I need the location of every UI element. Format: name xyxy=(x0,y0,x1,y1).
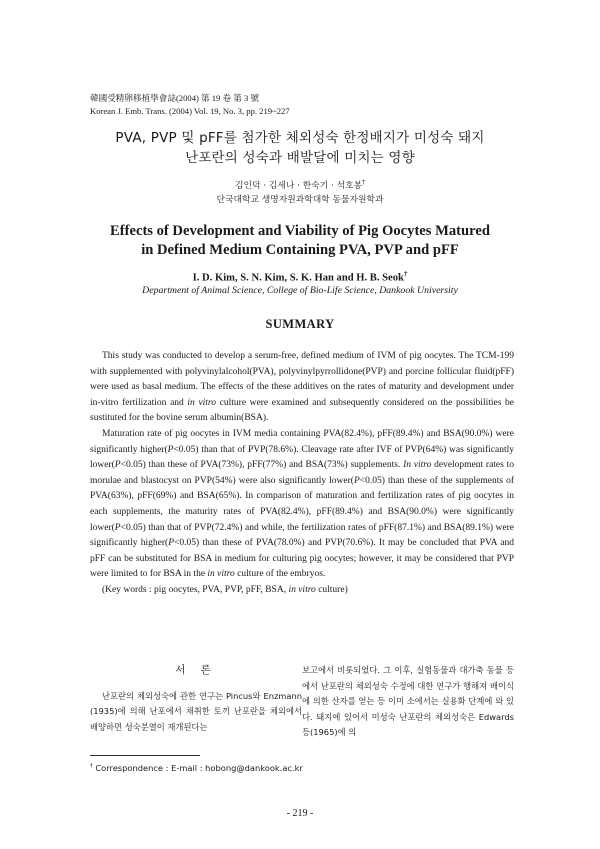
summary-paragraph-1: This study was conducted to develop a serum-free, defined medium of IVM of pig oocytes. The TCM-199 with supplemented with polyvinylalcohol(PVA), polyvinylpyrrollidone(PVP) and porcine follicular fluid(pFF) were used as basal medium. The effects of the these additives on the rates of maturity and development under in-vitro fertilization and in vitro culture were examined and subsequently considered on the possibilities be sustituted for the bovine serum albumin(BSA). xyxy=(90,351,515,424)
korean-authors-block xyxy=(0,176,600,207)
korean-authors xyxy=(0,176,600,193)
korean-title-line-2: 난포란의 성숙과 배발달에 미치는 영향 xyxy=(185,150,415,166)
page-number: - 219 - xyxy=(286,808,314,819)
korean-author-names: 김인덕 · 김세나 · 한숙기 · 석호봉 xyxy=(235,180,363,191)
english-title-line-2: in Defined Medium Containing PVA, PVP and pFF xyxy=(141,242,459,258)
korean-affiliation: 단국대학교 생명자원과학대학 동물자원학과 xyxy=(216,194,384,205)
journal-header xyxy=(90,92,290,117)
english-authors xyxy=(0,268,600,286)
footnote-rule xyxy=(90,755,200,756)
intro-right-column xyxy=(302,663,514,741)
english-title-line-1: Effects of Development and Viability of Pig Oocytes Matured xyxy=(110,223,490,239)
intro-heading: 서 론 xyxy=(175,664,217,676)
journal-line-korean: 韓國受精卵移植學會誌(2004) 第 19 卷 第 3 號 xyxy=(90,93,260,103)
korean-title xyxy=(0,128,600,168)
footnote-text: Correspondence : E-mail : hobong@dankook.ac.kr xyxy=(92,762,303,773)
corresponding-dagger: † xyxy=(362,180,365,186)
intro-left-text: 난포란의 체외성숙에 관한 연구는 Pincus와 Enzmann (1935)에 의해 난포에서 채취한 토끼 난포란을 체외에서 배양하면 성숙분열이 재개된다는 xyxy=(90,690,302,732)
keywords: (Key words : pig oocytes, PVA, PVP, pFF, BSA, in vitro culture) xyxy=(102,584,348,595)
journal-line-english: Korean J. Emb. Trans. (2004) Vol. 19, No. 3, pp. 219~227 xyxy=(90,105,290,116)
english-author-names: I. D. Kim, S. N. Kim, S. K. Han and H. B. Seok xyxy=(192,272,404,284)
footnote xyxy=(90,760,303,774)
english-title xyxy=(0,222,600,260)
intro-left-column xyxy=(90,663,302,735)
korean-title-line-1: PVA, PVP 및 pFF를 첨가한 체외성숙 한정배지가 미성숙 돼지 xyxy=(115,130,485,146)
summary-paragraph-2: Maturation rate of pig oocytes in IVM media containing PVA(82.4%), pFF(89.4%) and BSA(90.0%) were significantly higher(P<0.05) than that of PVP(78.6%). Cleavage rate after IVF of PVP(64%) was significantly lower(P<0.05) than these of PVA(73%), pFF(77%) and BSA(73%) supplements. In vitro development rates to morulae and blastocyst on PVP(54%) were also significantly lower(P<0.05) than these of the supplements of PVA(63%), pFF(69%) and BSA(65%). In comparison of maturation and fertilization rates of pig oocytes in each supplements, the maturity rates of PVA(82.4%), pFF(89.4%) and BSA(90.0%) were significantly lower(P<0.05) than that of PVP(72.4%) and while, the fertilization rates of pFF(87.1%) and BSA(89.1%) were significantly higher(P<0.05) than these of PVA(78.0%) and PVP(70.6%). It may be concluded that PVA and pFF can be substituted for BSA in medium for culturing pig oocytes; however, it may be considered that PVP were limited to for BSA in the in vitro culture of the embryos. xyxy=(90,428,514,580)
english-corresponding-dagger: † xyxy=(403,271,408,278)
footnote-dagger: † xyxy=(90,763,93,769)
summary-body xyxy=(90,349,514,599)
summary-heading: SUMMARY xyxy=(265,317,335,331)
english-affiliation: Department of Animal Science, College of Bio-Life Science, Dankook University xyxy=(142,285,458,296)
intro-right-text: 보고에서 비롯되었다. 그 이후, 실험동물과 대가축 동물 등에서 난포란의 체외성숙 수정에 대한 연구가 행해져 배이식에 의한 산자를 얻는 등 이미 소에서는 실용화 단계에 와 있다. 돼지에 있어서 미성숙 난포란의 체외성숙은 Edwards 등(1965)에 의 xyxy=(302,665,514,738)
